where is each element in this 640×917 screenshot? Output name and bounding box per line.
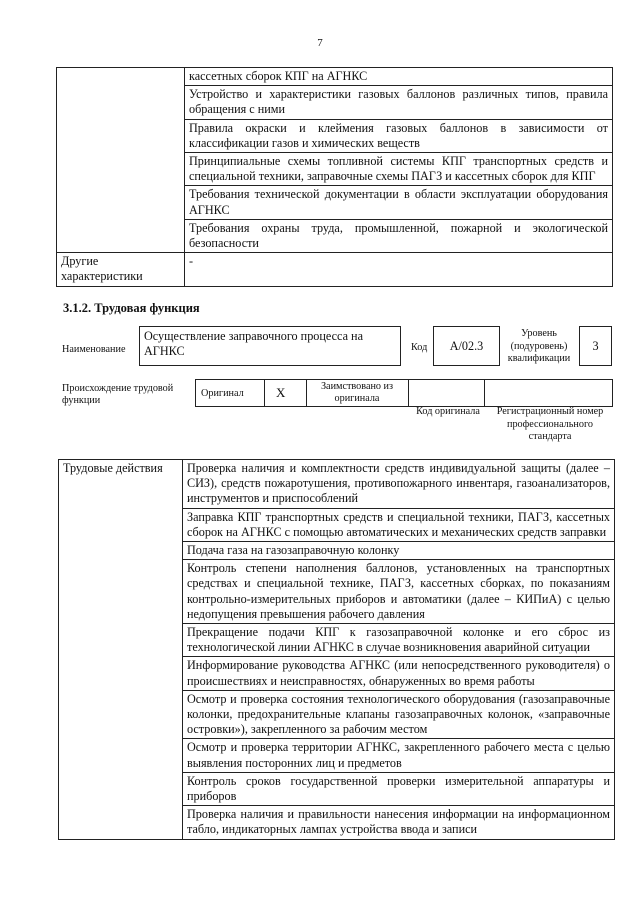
labor-action-item: Информирование руководства АГНКС (или непосредственного руководителя) о происшествиях и неисправностях, обнаруженных во время работы (183, 657, 615, 690)
knowledge-item: Требования охраны труда, промышленной, пожарной и экологической безопасности (185, 219, 613, 252)
labor-action-item: Подача газа на газозаправочную колонку (183, 542, 615, 560)
original-label: Оригинал (201, 388, 244, 399)
labor-action-item: Контроль сроков государственной проверки измерительной аппаратуры и приборов (183, 772, 615, 805)
other-characteristics-value: - (185, 253, 613, 286)
knowledge-item: Правила окраски и клеймения газовых баллонов в зависимости от классификации газов и химических веществ (185, 119, 613, 152)
level-label: Уровень (подуровень) квалификации (507, 328, 571, 364)
knowledge-item: Принципиальные схемы топливной системы КПГ транспортных средств и специальной техники, заправочные схемы ПАГЗ и кассетных сборок для КПГ (185, 153, 613, 186)
table-cell-empty (57, 68, 185, 253)
function-name: Осуществление заправочного процесса на АГНКС (144, 329, 363, 358)
labor-action-item: Проверка наличия и комплектности средств индивидуальной защиты (далее – СИЗ), средств пожаротушения, противопожарного инвентаря, газоанализаторов, инструментов и приспособлений (183, 460, 615, 509)
labor-action-item: Прекращение подачи КПГ к газозаправочной колонке и его сброс из технологической линии АГНКС в случае возникновения аварийной ситуации (183, 624, 615, 657)
knowledge-item: Устройство и характеристики газовых баллонов различных типов, правила обращения с ними (185, 86, 613, 119)
original-mark: X (276, 385, 286, 400)
level-value: 3 (592, 339, 599, 353)
labor-action-item: Осмотр и проверка состояния технологического оборудования (газозаправочные колонки, предохранительные клапаны газозаправочных колонок, «заправочные островки»), закрепленного за рабочим местом (183, 690, 615, 739)
labor-action-item: Осмотр и проверка территории АГНКС, закрепленного рабочего места с целью выявления посторонних лиц и предметов (183, 739, 615, 772)
labor-action-item: Контроль степени наполнения баллонов, установленных на транспортных средствах и специальной технике, ПАГЗ, кассетных сборках, по показаниям контрольно-измерительных приборов и автоматики (далее – КИПиА) с целью недопущения превышения рабочего давления (183, 560, 615, 624)
table-row (59, 460, 615, 509)
function-name-box (139, 326, 401, 366)
table-row (57, 68, 613, 86)
name-label: Наименование (62, 344, 126, 355)
labor-actions-label: Трудовые действия (59, 460, 183, 840)
table-row (57, 253, 613, 286)
registration-number-caption: Регистрационный номер профессионального стандарта (496, 406, 604, 442)
level-box (579, 326, 612, 366)
labor-actions-table (58, 459, 615, 840)
knowledge-table (56, 67, 613, 287)
code-box (433, 326, 500, 366)
section-title: 3.1.2. Трудовая функция (63, 301, 200, 315)
page-number: 7 (317, 37, 323, 49)
labor-action-item: Проверка наличия и правильности нанесения информации на информационном табло, индикаторных лампах устройства ввода и записи (183, 806, 615, 839)
borrowed-label: Заимствовано из оригинала (320, 381, 394, 404)
labor-action-item: Заправка КПГ транспортных средств и специальной техники, ПАГЗ, кассетных сборок на АГНКС с помощью автоматических и механических средств заправки (183, 508, 615, 541)
code-original-caption: Код оригинала (416, 406, 480, 417)
other-characteristics-label: Другие характеристики (57, 253, 185, 286)
origin-box (195, 379, 613, 407)
knowledge-item: Требования технической документации в области эксплуатации оборудования АГНКС (185, 186, 613, 219)
origin-label: Происхождение трудовой функции (62, 383, 174, 406)
code-label: Код (411, 342, 428, 353)
knowledge-item: кассетных сборок КПГ на АГНКС (185, 68, 613, 86)
code-value: A/02.3 (449, 339, 484, 353)
